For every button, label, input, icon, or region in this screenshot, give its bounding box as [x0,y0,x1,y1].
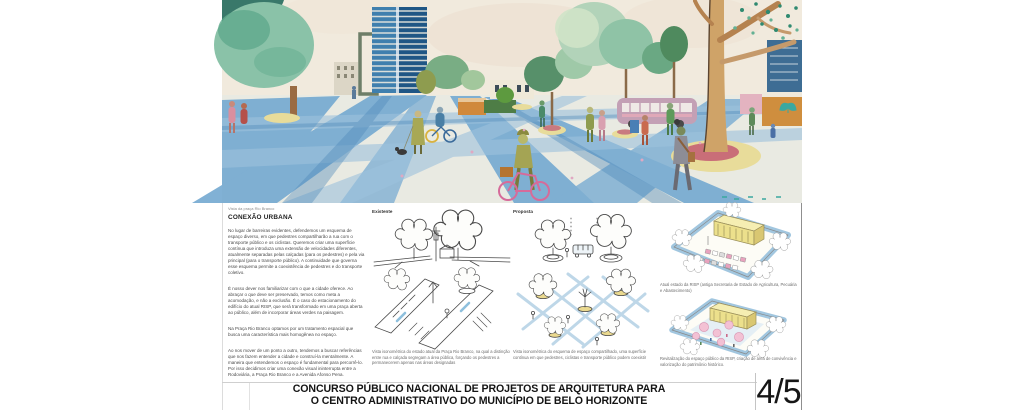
risp-revitalizacao-illustration [660,296,802,361]
article-paragraph: Ao nos mover de um ponto a outro, tendemos a buscar referências que nos fazem entender a cidade e construí-la mentalmente. A maneira que entendemos o espaço é fundamental para percorrê-lo. Por isso decidimos criar uma conexão visual ininterrupta entre a Rodoviária, a Praça Rio Branco e a Avenida Afonso Pena. [228,348,363,377]
risp-atual-caption: Atual estado da RISP (antiga Secretaria de Estado de Agricultura, Pecuária e Abastecimento) [660,282,797,293]
competition-title-line2: O CENTRO ADMINISTRATIVO DO MUNICÍPIO DE BELO HORIZONTE [310,394,648,407]
existente-caption: Vista isonométrica do estado atual da Praça Rio Branco, na qual a distinção entre rua e calçada segregam a área pública, forçando os pedestres a permanecerem apenas nas áreas designadas [372,349,510,366]
existente-sketch-isometric [367,271,517,354]
competition-title-line1: CONCURSO PÚBLICO NACIONAL DE PROJETOS DE ARQUITETURA PARA [292,383,666,395]
page-number: 4/5 [756,373,801,410]
proposta-sketch-perspective [513,216,653,271]
hero-caption: Vista da praça Rio Branco [228,206,275,211]
proposta-sketch-plan [513,269,653,354]
article-paragraph: Na Praça Rio Branco optamos por um tratamento espacial que busca uma característica mais homogênea no espaço. [228,326,354,337]
competition-title [249,384,709,408]
board-left-border [222,203,223,410]
hero-watercolor-illustration [222,0,802,203]
article-conexao-urbana [228,214,366,388]
article-paragraph: É nosso dever nos familiarizar com o que a cidade oferece. Ao abraçar o que deve ser preservado, temos como meta a acomodação, e não a exclusão. É o caso do estacionamento do edifício do atual RISP, que será transformado em uma praça aberta ao público, além de incorporar áreas verdes na paisagem. [228,286,363,315]
competition-board [222,0,802,410]
proposta-label: Proposta [513,209,533,214]
article-paragraph: No lugar de barreiras evidentes, defendemos um esquema de espaço diverso, em que pedestres compartilharão a rua com o transporte público e os ciclistas. Queremos criar uma superfície contínua que introduza uma extensão de velocidades diferentes, atualmente separadas pelas calçadas (para os pedestres) e pela via principal (para o transporte público). A continuidade que governa esse esquema permite a coexistência de pedestres e do transporte coletivo. [228,228,365,275]
existente-label: Existente [372,209,393,214]
article-heading: CONEXÃO URBANA [228,214,293,221]
risp-revitalizacao-caption: Revitalização do espaço público da RISP, criação de área de convivência e valorização do patrimônio histórico. [660,356,797,367]
praca-rio-branco-view [222,0,802,203]
risp-atual-illustration [660,207,802,286]
existente-sketch-perspective [372,215,512,276]
proposta-caption: Vista isonométrica do esquema de espaço compartilhado, uma superfície contínua em que pedestres, ciclistas e transporte público podem coexistir [513,349,647,360]
